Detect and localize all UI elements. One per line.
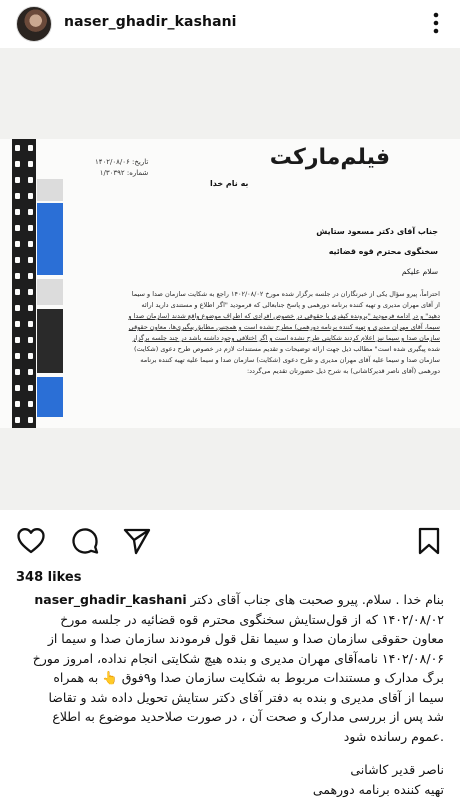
caption-line: ۱۴۰۲/۰۸/۰۲ که از قول‌ستایش سخنگوی محترم قوه قضائیه در جلسه مورخ [60, 611, 444, 627]
caption-line: معاون حقوقی سازمان صدا و سیما نقل قول فرمودند سازمان صدا و سیما از [47, 631, 444, 646]
caption-first-line [16, 590, 444, 610]
blue-frame [37, 203, 63, 275]
caption-signature [313, 760, 444, 800]
caption-line: برگ مدارک و مستندات مربوط به شکایت سازمان صدا و۹فوق 👆 به همراه [53, 670, 444, 685]
letter-line: شده پیگیری شده است" مطالب ذیل جهت ارائه توضیحات و تقدیم مستندات لازم در خصوص طرح دعوی (شکایت) [134, 345, 440, 353]
username-link[interactable]: naser_ghadir_kashani [64, 14, 237, 30]
letter-line: دورهمی (آقای ناصر قدیرکاشانی) به شرح ذیل حضورتان تقدیم می‌گردد: [246, 367, 440, 375]
avatar[interactable] [16, 6, 52, 42]
letter-line: دهید" و در ادامه فرمودید "پرونده کیفری یا حقوقی در خصوص افرادی که اطراف موضوع واقع شدند (سازمان صدا و [128, 312, 440, 320]
letter-body [60, 289, 440, 377]
letter-document [0, 139, 460, 428]
caption-username[interactable]: naser_ghadir_kashani [34, 592, 187, 607]
heart-icon[interactable] [16, 526, 46, 556]
letter-addressee-title: سخنگوی محترم قوه قضائیه [328, 247, 438, 256]
more-vertical-icon[interactable] [430, 10, 442, 36]
letter-addressee: جناب آقای دکتر مسعود ستایش [316, 227, 438, 236]
letter-meta [95, 157, 148, 179]
signature-title: تهیه کننده برنامه دورهمی [312, 782, 444, 797]
signature-name: ناصر قدیر کاشانی [350, 762, 444, 777]
bookmark-icon[interactable] [414, 526, 444, 556]
likes-count[interactable]: 348 likes [16, 570, 82, 585]
post-header [0, 0, 460, 48]
image-top-band [0, 48, 460, 139]
post-caption [16, 590, 444, 746]
caption-line: شد پس از بررسی مدارک و صحت آن ، در صورت صلاحدید موضوع به اطلاع [52, 709, 444, 724]
image-bottom-band [0, 428, 460, 510]
send-icon[interactable] [122, 526, 152, 556]
letter-number: شماره: ۱/۳۰۳۹۲ [99, 169, 149, 177]
letter-line: سیما، آقای مهران مدیری و تهیه کننده برنامه دورهمی) مطرح نشده است و همچنین مطابق پیگیری‌ها، معاون حقوقی [128, 323, 440, 331]
caption-line: .عموم رسانده شود [343, 728, 444, 744]
letter-line: سازمان صدا و سیما علیه آقای مهران مدیری و طرح دعوی (شکایت) سازمان صدا و سیما علیه تهیه کننده برنامه [140, 356, 440, 364]
filmstrip-graphic [12, 139, 36, 428]
letter-bismillah: به نام خدا [210, 179, 249, 188]
comment-icon[interactable] [70, 526, 100, 556]
letter-line: احتراماً، پیرو سؤال یکی از خبرنگاران در جلسه برگزار شده مورخ ۱۴۰۲/۰۸/۰۲ راجع به شکایت سازمان صدا و سیما [131, 290, 440, 298]
post-image[interactable] [0, 48, 460, 510]
caption-line: ۱۴۰۲/۰۸/۰۶ نامه‌آقای مهران مدیری و بنده هیچ شکایتی انجام نداده، امروز مورخ [32, 650, 444, 666]
letter-line: از آقای مهران مدیری و تهیه کننده برنامه دورهمی و پاسخ جنابعالی که فرمودید "اگر اطلاع و مستندی دارید ارائه [141, 301, 440, 309]
filmmarket-logo: فیلم‌مارکت [269, 145, 390, 170]
caption-text: بنام خدا . سلام. پیرو صحبت های جناب آقای دکتر [190, 592, 444, 607]
letter-line: سازمان صدا و سیما نیز اعلام کردند شکایتی طرح نشده است و اگر اختلافی وجود داشته باشد در چند جلسه برگزار [132, 334, 440, 342]
letter-greeting: سلام علیکم [401, 267, 438, 276]
action-bar [0, 510, 460, 568]
letter-date: تاریخ: ۱۴۰۲/۰۸/۰۶ [95, 158, 149, 166]
caption-line: سیما از آقای مدیری و بنده به دفتر آقای دکتر ستایش تحویل داده شد و تقاضا [48, 689, 444, 705]
